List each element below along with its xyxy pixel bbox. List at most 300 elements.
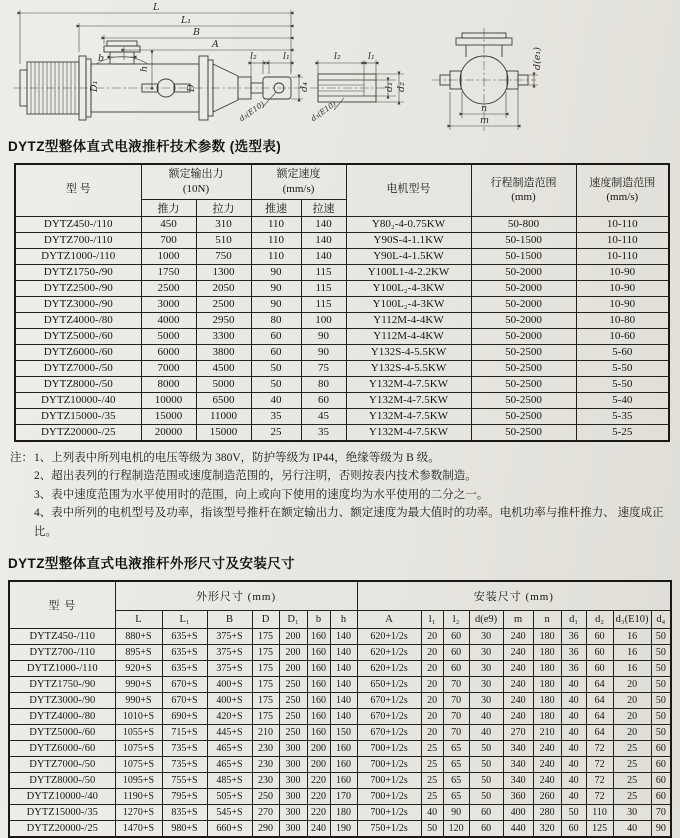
value-cell: 700+1/2s xyxy=(357,741,421,757)
rated-force-label: 额定输出力 xyxy=(168,168,224,181)
value-cell: 25 xyxy=(421,773,443,789)
value-cell: 25 xyxy=(613,789,651,805)
value-cell: 140 xyxy=(330,629,357,645)
value-cell: 8000 xyxy=(141,376,196,392)
value-cell: 140 xyxy=(301,216,346,232)
value-cell: 100 xyxy=(301,312,346,328)
value-cell: 64 xyxy=(586,677,613,693)
note-item-3: 3、表中速度范围为水平使用时的范围，向上或向下使用的速度均为水平使用的二分之一。 xyxy=(34,488,489,501)
dim-label-n: n xyxy=(481,103,488,114)
value-cell: 65 xyxy=(443,789,469,805)
value-cell: Y100L1-4-2.2KW xyxy=(346,264,471,280)
table-row xyxy=(9,789,671,805)
value-cell: 72 xyxy=(586,773,613,789)
value-cell: 20 xyxy=(421,693,443,709)
value-cell: 140 xyxy=(301,248,346,264)
col-L: L xyxy=(115,611,162,629)
model-cell: DYTZ3000-/90 xyxy=(9,693,115,709)
table-row xyxy=(9,725,671,741)
value-cell: 300 xyxy=(279,821,307,838)
model-cell: DYTZ5000-/60 xyxy=(15,328,141,344)
col-l1: l₁ xyxy=(421,611,443,629)
col-pull-force: 拉力 xyxy=(196,199,251,216)
model-cell: DYTZ20000-/25 xyxy=(15,424,141,441)
value-cell: 670+1/2s xyxy=(357,725,421,741)
value-cell: 110 xyxy=(586,805,613,821)
value-cell: 5-35 xyxy=(576,408,669,424)
value-cell: 50 xyxy=(651,645,671,661)
value-cell: 15000 xyxy=(196,424,251,441)
value-cell: 210 xyxy=(533,725,561,741)
value-cell: 11000 xyxy=(196,408,251,424)
value-cell: 50-2500 xyxy=(471,376,576,392)
value-cell: 670+S xyxy=(162,693,207,709)
value-cell: 70 xyxy=(443,709,469,725)
col-d1: d₁ xyxy=(561,611,586,629)
value-cell: 50-2000 xyxy=(471,312,576,328)
value-cell: 50-2000 xyxy=(471,296,576,312)
dim-label-d4: d₄ xyxy=(299,82,310,92)
value-cell: 65 xyxy=(443,741,469,757)
value-cell: 320 xyxy=(533,821,561,838)
value-cell: Y90L-4-1.5KW xyxy=(346,248,471,264)
value-cell: 240 xyxy=(503,629,533,645)
col-D: D xyxy=(252,611,279,629)
value-cell: 140 xyxy=(330,693,357,709)
col-speed-range xyxy=(576,164,669,216)
value-cell: 3000 xyxy=(141,296,196,312)
value-cell: 80 xyxy=(251,312,301,328)
value-cell: 400 xyxy=(503,805,533,821)
value-cell: 15000 xyxy=(141,408,196,424)
value-cell: 240 xyxy=(533,757,561,773)
value-cell: 10-110 xyxy=(576,216,669,232)
model-cell: DYTZ20000-/25 xyxy=(9,821,115,838)
value-cell: 50-1500 xyxy=(471,248,576,264)
value-cell: 300 xyxy=(279,741,307,757)
dim-label-d1: d₁ xyxy=(384,82,395,92)
value-cell: 175 xyxy=(252,629,279,645)
notes-list xyxy=(34,449,674,542)
col-d4: d₄ xyxy=(651,611,671,629)
value-cell: 160 xyxy=(307,661,330,677)
value-cell: 735+S xyxy=(162,741,207,757)
value-cell: 60 xyxy=(469,805,503,821)
value-cell: 10-90 xyxy=(576,280,669,296)
value-cell: 30 xyxy=(469,677,503,693)
model-cell: DYTZ10000-/40 xyxy=(15,392,141,408)
value-cell: 20 xyxy=(613,693,651,709)
value-cell: 50 xyxy=(651,661,671,677)
value-cell: 150 xyxy=(330,725,357,741)
value-cell: 360 xyxy=(503,789,533,805)
col-n: n xyxy=(533,611,561,629)
value-cell: 310 xyxy=(196,216,251,232)
value-cell: 1010+S xyxy=(115,709,162,725)
table-row xyxy=(15,216,669,232)
value-cell: 160 xyxy=(307,677,330,693)
col-de9: d(e9) xyxy=(469,611,503,629)
value-cell: 65 xyxy=(443,773,469,789)
value-cell: 755+S xyxy=(162,773,207,789)
col-model: 型 号 xyxy=(9,581,115,629)
rated-speed-label: 额定速度 xyxy=(276,168,321,181)
model-cell: DYTZ1750-/90 xyxy=(9,677,115,693)
value-cell: 60 xyxy=(301,392,346,408)
value-cell: 2500 xyxy=(141,280,196,296)
table-row xyxy=(9,757,671,773)
value-cell: 60 xyxy=(651,741,671,757)
stroke-range-unit: (mm) xyxy=(511,191,536,204)
value-cell: 1000 xyxy=(141,248,196,264)
table-row xyxy=(9,693,671,709)
value-cell: 64 xyxy=(586,709,613,725)
value-cell: 700+1/2s xyxy=(357,773,421,789)
value-cell: 620+1/2s xyxy=(357,661,421,677)
table-row xyxy=(15,360,669,376)
value-cell: 72 xyxy=(586,789,613,805)
table-row xyxy=(15,264,669,280)
value-cell: 270 xyxy=(252,805,279,821)
value-cell: 20 xyxy=(613,725,651,741)
value-cell: 140 xyxy=(330,645,357,661)
table-row xyxy=(15,280,669,296)
stroke-range-label: 行程制造范围 xyxy=(490,176,557,189)
value-cell: 50 xyxy=(651,629,671,645)
value-cell: 240 xyxy=(503,645,533,661)
actuator-drawing-svg xyxy=(0,0,680,132)
value-cell: 30 xyxy=(469,661,503,677)
value-cell: 620+1/2s xyxy=(357,629,421,645)
model-cell: DYTZ10000-/40 xyxy=(9,789,115,805)
dim-table-header xyxy=(9,581,671,629)
value-cell: 60 xyxy=(443,645,469,661)
value-cell: 50 xyxy=(469,773,503,789)
value-cell: 220 xyxy=(307,805,330,821)
value-cell: 175 xyxy=(252,645,279,661)
value-cell: 64 xyxy=(586,693,613,709)
value-cell: 40 xyxy=(421,805,443,821)
value-cell: 20 xyxy=(421,629,443,645)
value-cell: 70 xyxy=(443,725,469,741)
value-cell: 25 xyxy=(421,757,443,773)
value-cell: 180 xyxy=(533,709,561,725)
value-cell: 20000 xyxy=(141,424,196,441)
value-cell: 715+S xyxy=(162,725,207,741)
dimension-table xyxy=(8,580,672,838)
value-cell: 50-2000 xyxy=(471,264,576,280)
value-cell: 700+1/2s xyxy=(357,805,421,821)
fork-detail-view xyxy=(309,51,407,123)
value-cell: 5-40 xyxy=(576,392,669,408)
col-d2: d₂ xyxy=(586,611,613,629)
table-row xyxy=(15,408,669,424)
value-cell: 200 xyxy=(279,629,307,645)
value-cell: 60 xyxy=(251,344,301,360)
model-cell: DYTZ700-/110 xyxy=(9,645,115,661)
dim-label-D: D xyxy=(186,84,197,92)
value-cell: 16 xyxy=(613,661,651,677)
note-item-4: 4、表中所列的电机型号及功率，指该型号推杆在额定输出力、额定速度为最大值时的功率。电机功率与推杆推力、 速度成正比。 xyxy=(34,507,664,538)
value-cell: 420+S xyxy=(207,709,252,725)
value-cell: 400+S xyxy=(207,693,252,709)
value-cell: 50-2000 xyxy=(471,328,576,344)
value-cell: Y132M-4-7.5KW xyxy=(346,408,471,424)
value-cell: 90 xyxy=(443,805,469,821)
table-row xyxy=(15,392,669,408)
table-row xyxy=(9,629,671,645)
value-cell: Y132M-4-7.5KW xyxy=(346,392,471,408)
value-cell: 2950 xyxy=(196,312,251,328)
value-cell: 20 xyxy=(613,677,651,693)
value-cell: 5-25 xyxy=(576,424,669,441)
value-cell: 620+1/2s xyxy=(357,645,421,661)
value-cell: 250 xyxy=(279,709,307,725)
value-cell: 50 xyxy=(651,677,671,693)
value-cell: 50 xyxy=(561,805,586,821)
value-cell: 60 xyxy=(251,328,301,344)
value-cell: 375+S xyxy=(207,645,252,661)
value-cell: 90 xyxy=(251,264,301,280)
value-cell: 50 xyxy=(421,821,443,838)
table-row xyxy=(9,645,671,661)
value-cell: 175 xyxy=(252,677,279,693)
spec-table-body xyxy=(15,216,669,441)
value-cell: 40 xyxy=(561,757,586,773)
model-cell: DYTZ7000-/50 xyxy=(9,757,115,773)
col-m: m xyxy=(503,611,533,629)
notes-prefix: 注： xyxy=(10,451,33,464)
value-cell: 60 xyxy=(443,661,469,677)
value-cell: 45 xyxy=(301,408,346,424)
value-cell: 990+S xyxy=(115,693,162,709)
value-cell: 340 xyxy=(503,741,533,757)
value-cell: 160 xyxy=(307,693,330,709)
value-cell: 90 xyxy=(651,821,671,838)
dim-label-d2: d₂ xyxy=(396,82,407,92)
value-cell: 220 xyxy=(307,789,330,805)
dim-label-L1: L₁ xyxy=(181,15,192,26)
value-cell: Y100L₂-4-3KW xyxy=(346,296,471,312)
table-row xyxy=(9,773,671,789)
value-cell: 175 xyxy=(252,709,279,725)
value-cell: 160 xyxy=(307,725,330,741)
value-cell: 1055+S xyxy=(115,725,162,741)
model-cell: DYTZ1000-/110 xyxy=(15,248,141,264)
dim-label-l2-detail: l₂ xyxy=(334,51,341,62)
value-cell: 30 xyxy=(469,645,503,661)
value-cell: 250 xyxy=(279,725,307,741)
value-cell: 230 xyxy=(252,741,279,757)
side-view xyxy=(432,28,543,131)
value-cell: 60 xyxy=(561,821,586,838)
value-cell: Y132S-4-5.5KW xyxy=(346,344,471,360)
value-cell: 300 xyxy=(279,805,307,821)
value-cell: 75 xyxy=(301,360,346,376)
dim-label-b: b xyxy=(98,53,105,64)
value-cell: 450 xyxy=(141,216,196,232)
value-cell: 6500 xyxy=(196,392,251,408)
dim-label-D1: D₁ xyxy=(89,80,100,92)
value-cell: 120 xyxy=(443,821,469,838)
value-cell: 895+S xyxy=(115,645,162,661)
value-cell: 180 xyxy=(330,805,357,821)
col-pull-speed: 拉速 xyxy=(301,199,346,216)
value-cell: 750+1/2s xyxy=(357,821,421,838)
value-cell: 10-60 xyxy=(576,328,669,344)
col-push-speed: 推速 xyxy=(251,199,301,216)
table-row xyxy=(9,709,671,725)
table-row xyxy=(15,248,669,264)
value-cell: 30 xyxy=(613,805,651,821)
value-cell: 25 xyxy=(421,789,443,805)
col-B: B xyxy=(207,611,252,629)
value-cell: 160 xyxy=(330,757,357,773)
value-cell: 50 xyxy=(469,741,503,757)
value-cell: 70 xyxy=(443,693,469,709)
value-cell: 5-50 xyxy=(576,360,669,376)
value-cell: 20 xyxy=(421,725,443,741)
value-cell: 400+S xyxy=(207,677,252,693)
value-cell: 50-2500 xyxy=(471,408,576,424)
value-cell: 50 xyxy=(651,709,671,725)
value-cell: 660+S xyxy=(207,821,252,838)
value-cell: 50-2500 xyxy=(471,344,576,360)
value-cell: 670+1/2s xyxy=(357,693,421,709)
value-cell: 140 xyxy=(330,709,357,725)
value-cell: 250 xyxy=(252,789,279,805)
value-cell: 90 xyxy=(301,328,346,344)
dim-label-L: L xyxy=(153,2,160,13)
model-cell: DYTZ7000-/50 xyxy=(15,360,141,376)
value-cell: 240 xyxy=(533,773,561,789)
value-cell: 36 xyxy=(561,661,586,677)
value-cell: 50-2500 xyxy=(471,360,576,376)
model-cell: DYTZ450-/110 xyxy=(15,216,141,232)
value-cell: 5-50 xyxy=(576,376,669,392)
value-cell: 485+S xyxy=(207,773,252,789)
value-cell: 40 xyxy=(561,677,586,693)
value-cell: 230 xyxy=(252,757,279,773)
value-cell: 160 xyxy=(330,741,357,757)
speed-range-unit: (mm/s) xyxy=(606,191,639,204)
model-cell: DYTZ1000-/110 xyxy=(9,661,115,677)
value-cell: 2050 xyxy=(196,280,251,296)
value-cell: 10-110 xyxy=(576,232,669,248)
col-group-rated-force xyxy=(141,164,251,199)
value-cell: 880+S xyxy=(115,629,162,645)
value-cell: 5-60 xyxy=(576,344,669,360)
table-row xyxy=(15,328,669,344)
value-cell: 230 xyxy=(252,773,279,789)
value-cell: 110 xyxy=(251,248,301,264)
value-cell: 210 xyxy=(252,725,279,741)
value-cell: 795+S xyxy=(162,789,207,805)
col-b: b xyxy=(307,611,330,629)
value-cell: 5000 xyxy=(141,328,196,344)
model-cell: DYTZ6000-/60 xyxy=(9,741,115,757)
table-row xyxy=(9,677,671,693)
value-cell: 50 xyxy=(651,693,671,709)
value-cell: 16 xyxy=(613,645,651,661)
col-motor-model: 电机型号 xyxy=(346,164,471,216)
col-push-force: 推力 xyxy=(141,199,196,216)
value-cell: 240 xyxy=(503,693,533,709)
model-cell: DYTZ8000-/50 xyxy=(9,773,115,789)
model-cell: DYTZ6000-/60 xyxy=(15,344,141,360)
value-cell: 635+S xyxy=(162,661,207,677)
value-cell: 20 xyxy=(421,677,443,693)
model-cell: DYTZ3000-/90 xyxy=(15,296,141,312)
value-cell: 35 xyxy=(301,424,346,441)
value-cell: 220 xyxy=(307,773,330,789)
value-cell: 20 xyxy=(421,709,443,725)
value-cell: 4500 xyxy=(196,360,251,376)
value-cell: 50-1500 xyxy=(471,232,576,248)
value-cell: 160 xyxy=(307,709,330,725)
value-cell: 5000 xyxy=(196,376,251,392)
value-cell: 2500 xyxy=(196,296,251,312)
table-row xyxy=(15,376,669,392)
value-cell: 835+S xyxy=(162,805,207,821)
table-row xyxy=(15,296,669,312)
value-cell: 260 xyxy=(533,789,561,805)
dim-label-A: A xyxy=(212,39,219,50)
value-cell: 445+S xyxy=(207,725,252,741)
value-cell: 115 xyxy=(301,280,346,296)
technical-drawing xyxy=(0,0,680,132)
value-cell: 10-90 xyxy=(576,264,669,280)
value-cell: 465+S xyxy=(207,757,252,773)
value-cell: 1075+S xyxy=(115,741,162,757)
value-cell: 72 xyxy=(586,741,613,757)
value-cell: 70 xyxy=(651,805,671,821)
value-cell: 60 xyxy=(651,757,671,773)
value-cell: 30 xyxy=(469,629,503,645)
value-cell: 180 xyxy=(533,645,561,661)
value-cell: 670+S xyxy=(162,677,207,693)
col-l2: l₂ xyxy=(443,611,469,629)
value-cell: Y112M-4-4KW xyxy=(346,312,471,328)
value-cell: 25 xyxy=(251,424,301,441)
value-cell: 7000 xyxy=(141,360,196,376)
spec-table-title: DYTZ型整体直式电液推杆技术参数 (选型表) xyxy=(8,139,282,154)
value-cell: 50 xyxy=(251,360,301,376)
value-cell: 20 xyxy=(421,661,443,677)
value-cell: 110 xyxy=(251,216,301,232)
value-cell: 290 xyxy=(252,821,279,838)
value-cell: 300 xyxy=(279,757,307,773)
value-cell: 340 xyxy=(503,773,533,789)
table-row xyxy=(9,661,671,677)
value-cell: 180 xyxy=(533,661,561,677)
value-cell: 635+S xyxy=(162,629,207,645)
value-cell: 90 xyxy=(251,280,301,296)
value-cell: 40 xyxy=(613,821,651,838)
front-view-dimensions xyxy=(20,2,310,123)
value-cell: 180 xyxy=(533,677,561,693)
table-row xyxy=(9,805,671,821)
value-cell: 240 xyxy=(503,677,533,693)
value-cell: 65 xyxy=(443,757,469,773)
value-cell: 300 xyxy=(279,789,307,805)
value-cell: 20 xyxy=(613,709,651,725)
value-cell: 110 xyxy=(251,232,301,248)
value-cell: 50-800 xyxy=(471,216,576,232)
value-cell: 30 xyxy=(469,693,503,709)
value-cell: 990+S xyxy=(115,677,162,693)
value-cell: 200 xyxy=(279,645,307,661)
